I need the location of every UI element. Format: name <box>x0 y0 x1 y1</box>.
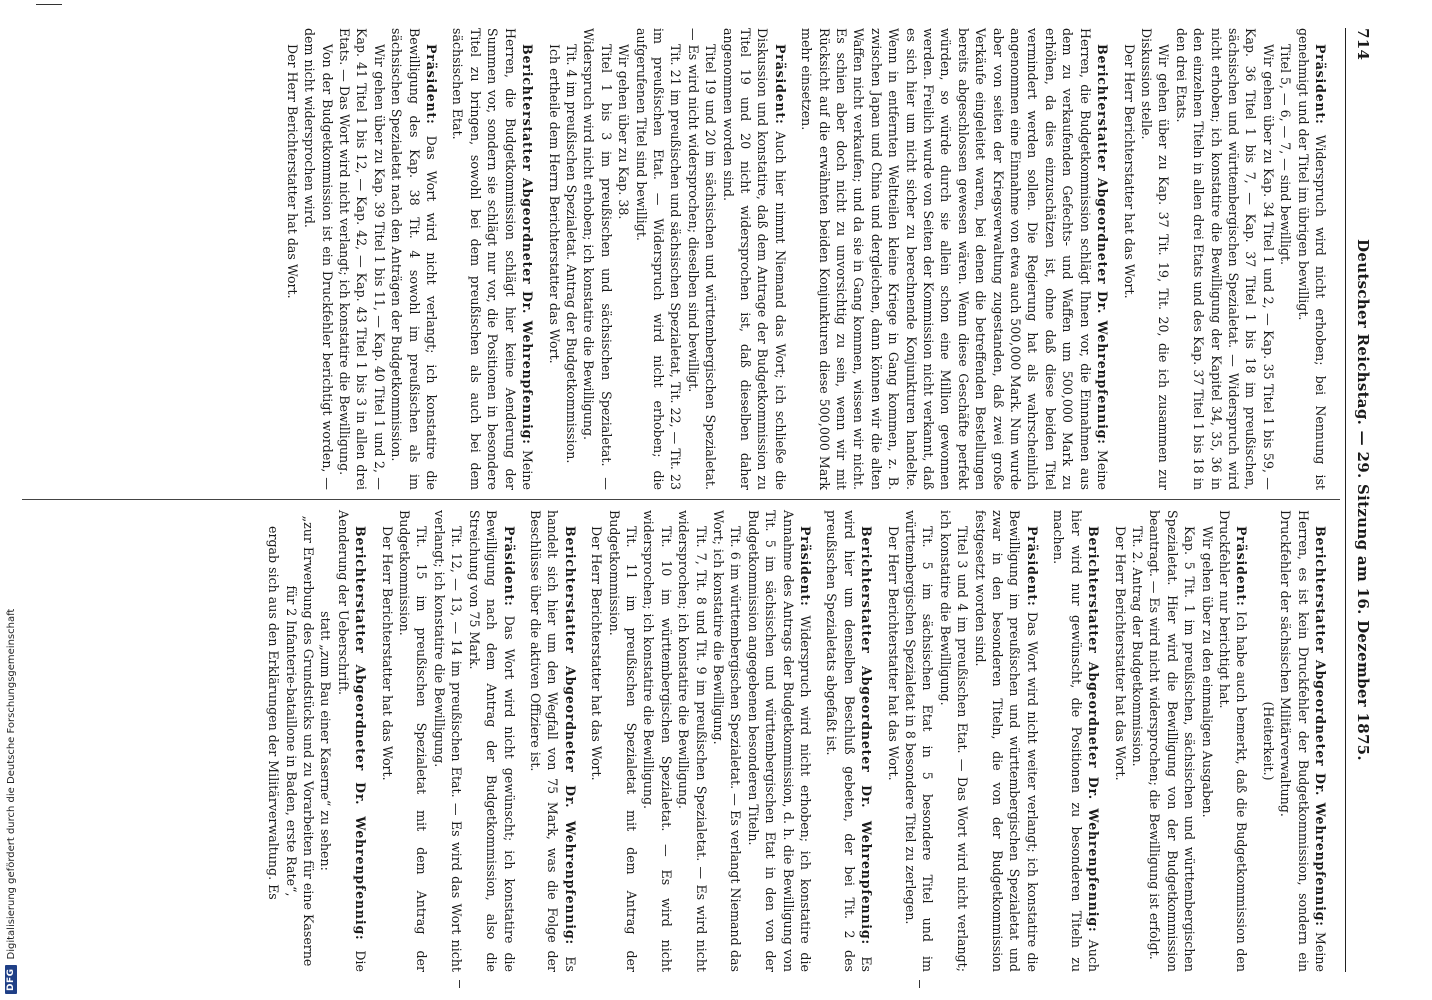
paragraph-text: Der Herr Berichterstatter hat das Wort. <box>379 526 395 781</box>
paragraph-text: Wir gehen über zu Kap. 39 Titel 1 bis 11, — Kap. 40 Titel 1 und 2, — Kap. 41 Titel 1 bis 12, — Kap. 42, — Kap. 43 Titel 1 bis 3 in allen drei Etats. — Das Wort wird nicht verlangt; ich konstatire die Bewilligung. <box>337 28 387 490</box>
paragraph-text: Ich ertheile dem Herrn Berichterstatter das Wort. <box>546 44 562 364</box>
paragraph <box>334 510 369 972</box>
paragraph <box>823 510 875 972</box>
paragraph <box>632 28 684 490</box>
paragraph <box>719 28 789 490</box>
page-header <box>1346 28 1372 972</box>
paragraph-text: Es wird hier um denselben Beschluß gebeten, der bei Tit. 2 des preußischen Spezialetats abgefaßt ist. <box>824 510 875 972</box>
paragraph <box>684 28 719 490</box>
header-rule <box>1345 28 1346 972</box>
margin-mark <box>36 4 62 5</box>
paragraph <box>798 28 1111 490</box>
paragraph <box>615 28 632 490</box>
paragraph <box>1146 510 1198 972</box>
paragraph-text: Titel 19 und 20 im sächsischen und württembergischen Spezialetat. — Es wird nicht widersprochen; dieselben sind bewilligt. <box>685 28 719 490</box>
paragraph-text: Ich habe auch bemerkt, daß die Budgetkommission den Druckfehler nur berichtigt hat. <box>1216 510 1250 972</box>
paragraph <box>1198 510 1215 972</box>
paragraph <box>301 28 336 490</box>
paragraph-text: Meine Herren, die Budgetkommission schlägt Ihnen vor, die Einnahmen aus dem zu verkaufenden Gefechts- und Waffen um 500,000 Mark zu erhöhen, da dies einzuschätzen ist, ohne daß diese beiden Titel vermindert werden sollen. Die Regierung hat als wahrscheinlich angenommen eine Einnahme von etwa auch 500,000 Mark. Nun wurde aber von seiten der Kriegsverwaltung zugestanden, daß zwei große Verkäufe eingeleitet waren, bei denen die betreffenden Bestellungen bereits abgeschlossen gewesen wären. Wenn diese Geschäfte perfekt würden, so würde durch sie allein schon eine Million gewonnen werden. Freilich wurde von Seiten der Kommission nicht verkannt, daß es sich hier um nicht sicher zu berechnende Konjunkturen handelte. Wenn in entfernten Weltteilen kleine Kriege in Gang kommen, z. B. zwischen Japan und China und dergleichen, dann können wir die alten Waffen nicht verkaufen; und da sie in Gang kommen, wissen wir nicht. Es schien aber doch nicht zu unvorsichtig zu sein, wenn wir mit Rücksicht auf die erwähnten beiden Konjunkturen diese 500,000 Mark mehr einsetzen. <box>799 28 1111 490</box>
speaker-name: Präsident: <box>798 526 814 607</box>
paragraph <box>431 510 466 972</box>
footer-text: Digitalisierung gefördert durch die Deutsche Forschungsgemeinschaft <box>5 608 17 960</box>
paragraph-text: Der Herr Berichterstatter hat das Wort. <box>1121 44 1137 299</box>
paragraph <box>1120 28 1137 490</box>
paragraph-text: (Heiterkeit.) <box>1260 701 1276 781</box>
paragraph <box>1138 28 1173 490</box>
paragraph-text: Tit. 10 im württembergischen Spezialetat. — Es wird nicht widersprochen; ich konstatire die Bewilligung. <box>641 510 674 972</box>
paragraph <box>1259 510 1276 972</box>
paragraph <box>563 28 580 490</box>
speaker-name: Berichterstatter Abgeordneter Dr. Wehrenpfennig: <box>859 526 875 945</box>
paragraph-text: Tit. 15 im preußischen Spezialetat mit dem Antrag der Budgetkommission. <box>397 510 430 972</box>
paragraph <box>710 510 745 972</box>
paragraph <box>396 510 431 972</box>
speaker-name: Präsident: <box>1234 526 1250 607</box>
paragraph <box>388 28 440 490</box>
column-divider <box>4 499 1340 500</box>
footer-strip <box>0 0 22 1000</box>
paragraph-text: Tit. 11 im preußischen Spezialetat mit dem Antrag der Budgetkommission. <box>606 510 639 972</box>
paragraph-text: Wir gehen über zu den einmaligen Ausgaben. <box>1199 526 1215 818</box>
paragraph-text: Titel 3 und 4 im preußischen Etat. — Das Wort wird nicht verlangt; ich konstatire die Bewilligung. <box>937 510 971 972</box>
paragraph <box>283 28 300 490</box>
margin-tick <box>919 980 920 988</box>
paragraph-text: Tit. 2. Antrag der Budgetkommission. <box>1129 526 1145 767</box>
paragraph-text: Titel 1 bis 3 im preußischen und sächsischen Spezialetat. — Widerspruch wird nicht erhoben; ich konstatire die Bewilligung. <box>581 28 614 490</box>
paragraph-text: Meine Herren, es ist kein Druckfehler der Budgetkommission, sondern ein Druckfehler der sächsischen Militärverwaltung. <box>1278 510 1328 972</box>
left-column <box>283 28 1338 490</box>
paragraph <box>580 28 615 490</box>
paragraph <box>465 510 517 972</box>
paragraph <box>336 28 388 490</box>
speaker-name: Berichterstatter Abgeordneter Dr. Wehrenpfennig: <box>520 44 536 445</box>
paragraph <box>378 510 395 972</box>
footer <box>0 0 22 1000</box>
paragraph <box>545 28 562 490</box>
paragraph <box>317 510 334 972</box>
paragraph-text: Wir gehen über zu Kap. 38. <box>616 44 632 220</box>
paragraph-text: Auch hier nimmt Niemand das Wort; ich schließe die Diskussion und konstatire, daß dem Antrage der Budgetkommission zu Titel 19 und 20 nicht widersprochen ist, daß dieselben daher angenommen worden sind. <box>720 28 788 490</box>
paragraph <box>675 510 710 972</box>
paragraph-text: Tit. 6 im württembergischen Spezialetat. — Es verlangt Niemand das Wort; ich konstatire die Bewilligung. <box>711 510 744 972</box>
paragraph <box>1111 510 1128 972</box>
paragraph-text: Titel 5, — 6, — 7, — sind bewilligt. <box>1278 44 1294 266</box>
paragraph <box>449 28 536 490</box>
speaker-name: Präsident: <box>1313 44 1328 125</box>
paragraph-text: Wir gehen über zu Kap. 37 Tit. 19, Tit. 20, die ich zusammen zur Diskussion stelle. <box>1138 28 1172 490</box>
paragraph <box>1294 28 1329 490</box>
paragraph <box>1129 510 1146 972</box>
paragraph-text: Die Aenderung der Ueberschrift. <box>335 510 369 972</box>
dfg-logo: DFG <box>5 965 17 994</box>
paragraph <box>902 510 937 972</box>
paragraph-text: Kap. 5 Tit. 1 im preußischen, sächsischen und württembergischen Spezialetat. Hier wird die Bewilligung von der Budgetkommission beantragt. — Es wird nicht widersprochen; die Bewilligung ist erfolgt. <box>1147 510 1198 972</box>
paragraph-text: Widerspruch wird nicht erhoben; bei Nennung ist genehmigt und der Titel im übrigen bewilligt. <box>1295 28 1328 490</box>
speaker-name: Präsident: <box>772 44 788 125</box>
paragraph-text: Das Wort wird nicht weiter verlangt; ich konstatire die Bewilligung im preußischen und württembergischen Spezialetat und zwar in den besonderen Titeln, die von der Budgetkommission festgesetzt worden sind. <box>972 510 1040 972</box>
paragraph <box>1277 510 1329 972</box>
speaker-name: Berichterstatter Abgeordneter Dr. Wehrenpfennig: <box>1086 526 1102 933</box>
paragraph-text: Der Herr Berichterstatter hat das Wort. <box>885 526 901 781</box>
speaker-name: Präsident: <box>424 44 440 125</box>
paragraph-text: Das Wort wird nicht verlangt; ich konstatire die Bewilligung des Kap. 38 Tit. 4 sowohl im preußischen als im sächsischen Spezialetat nach den Anträgen der Budgetkommission. <box>389 28 440 490</box>
paragraph-text: Tit. 12, — 13, — 14 im preußischen Etat. — Es wird das Wort nicht verlangt; ich konstatire die Bewilligung. <box>431 510 465 972</box>
paragraph-text: Wir gehen über zu Kap. 34 Titel 1 und 2, — Kap. 35 Titel 1 bis 59, — Kap. 36 Titel 1 bis 7, — Kap. 37 Titel 1 bis 18 im preußischen, sächsischen und württembergischen Spezialetat. — Widerspruch wird nicht erhoben; ich konstatire die Bewilligung der Kapitel 34, 35, 36 in den einzelnen Titeln in allen drei Etats und des Kap. 37 Titel 1 bis 18 in den drei Etats. <box>1173 28 1276 490</box>
paragraph-text: Es handelt sich hier um den Wegfall von 75 Mark, was die Folge der Beschlüsse über die aktiven Offiziere ist. <box>527 510 578 972</box>
page-title: Deutscher Reichstag. — 29. Sitzung am 16. Dezember 1875. <box>1354 239 1372 761</box>
paragraph-text: Der Herr Berichterstatter hat das Wort. <box>284 44 300 299</box>
paragraph-text: Auch hier wird nur gewünscht, die Positionen zu besonderen Titeln zu machen. <box>1051 510 1102 972</box>
speaker-name: Berichterstatter Abgeordneter Dr. Wehrenpfennig: <box>1313 526 1328 927</box>
paragraph-text: Von der Budgetkommission ist ein Druckfehler berichtigt worden, — dem nicht widersprochen wird. <box>302 28 335 490</box>
paragraph <box>936 510 971 972</box>
speaker-name: Berichterstatter Abgeordneter Dr. Wehrenpfennig: <box>562 526 578 945</box>
paragraph-text: Der Herr Berichterstatter hat das Wort. <box>1112 526 1128 781</box>
paragraph <box>282 510 317 972</box>
speaker-name: Berichterstatter Abgeordneter Dr. Wehrenpfennig: <box>353 526 369 941</box>
paragraph <box>884 510 901 972</box>
paragraph-text: ergab sich aus den Erklärungen der Militärverwaltung. Es <box>266 526 282 900</box>
speaker-name: Berichterstatter Abgeordneter Dr. Wehrenpfennig: <box>1095 44 1111 445</box>
paragraph-text: Tit. 7, Tit. 8 und Tit. 9 im preußischen Spezialetat. — Es wird nicht widersprochen; ich konstatire die Bewilligung. <box>676 510 709 972</box>
paragraph <box>1277 28 1294 490</box>
paragraph <box>1172 28 1276 490</box>
page-number: 714 <box>1354 28 1372 61</box>
paragraph-text: Tit. 4 im preußischen Spezialetat. Antrag der Budgetkommission. <box>563 44 579 464</box>
paragraph <box>640 510 675 972</box>
speaker-name: Präsident: <box>501 526 517 607</box>
paragraph <box>588 510 605 972</box>
paragraph-text: Der Herr Berichterstatter hat das Wort. <box>589 526 605 781</box>
paragraph-text: Das Wort wird nicht gewünscht; ich konstatire die Bewilligung nach dem Antrag der Budgetkommission, also die Streichung von 75 Mark. <box>466 510 517 972</box>
paragraph-text: Meine Herren, die Budgetkommission schlägt hier keine Aenderung der Summen vor, sondern sie schlägt nur vor, die Positionen in besondere Titel zu bringen, sowohl bei dem preußischen als auch bei dem sächsischen Etat. <box>450 28 536 490</box>
paragraph <box>1216 510 1251 972</box>
paragraph-text: Widerspruch wird nicht erhoben; ich konstatire die Annahme des Antrags der Budgetkommission, d. h. die Bewilligung von Tit. 5 im sächsischen und württembergischen Etat in den von der Budgetkommission angegebenen besonderen Titeln. <box>745 510 814 972</box>
paragraph-text: „zur Erwerbung des Grundstücks und zu Vorarbeiten für eine Kaserne für 2 Infanterie-bataillone in Baden, erste Rate“, <box>283 515 317 967</box>
paragraph <box>744 510 814 972</box>
paragraph <box>1050 510 1102 972</box>
right-column <box>265 510 1338 972</box>
paragraph <box>971 510 1041 972</box>
paragraph <box>265 510 282 972</box>
margin-tick <box>459 980 460 988</box>
paragraph-text: statt „zum Bau einer Kaserne“ zu sehen: <box>318 611 334 871</box>
paragraph <box>527 510 579 972</box>
paragraph <box>605 510 640 972</box>
paragraph-text: Tit. 5 im sächsischen Etat in 5 besondere Titel und im württembergischen Spezialetat in 8 besondere Titel zu zerlegen. <box>903 510 936 972</box>
paragraph-text: Tit. 21 im preußischen und sächsischen Spezialetat, Tit. 22, — Tit. 23 im preußischen Etat. — Widerspruch wird nicht erhoben; die aufgerufenen Titel sind bewilligt. <box>633 28 684 490</box>
speaker-name: Präsident: <box>1024 526 1040 607</box>
